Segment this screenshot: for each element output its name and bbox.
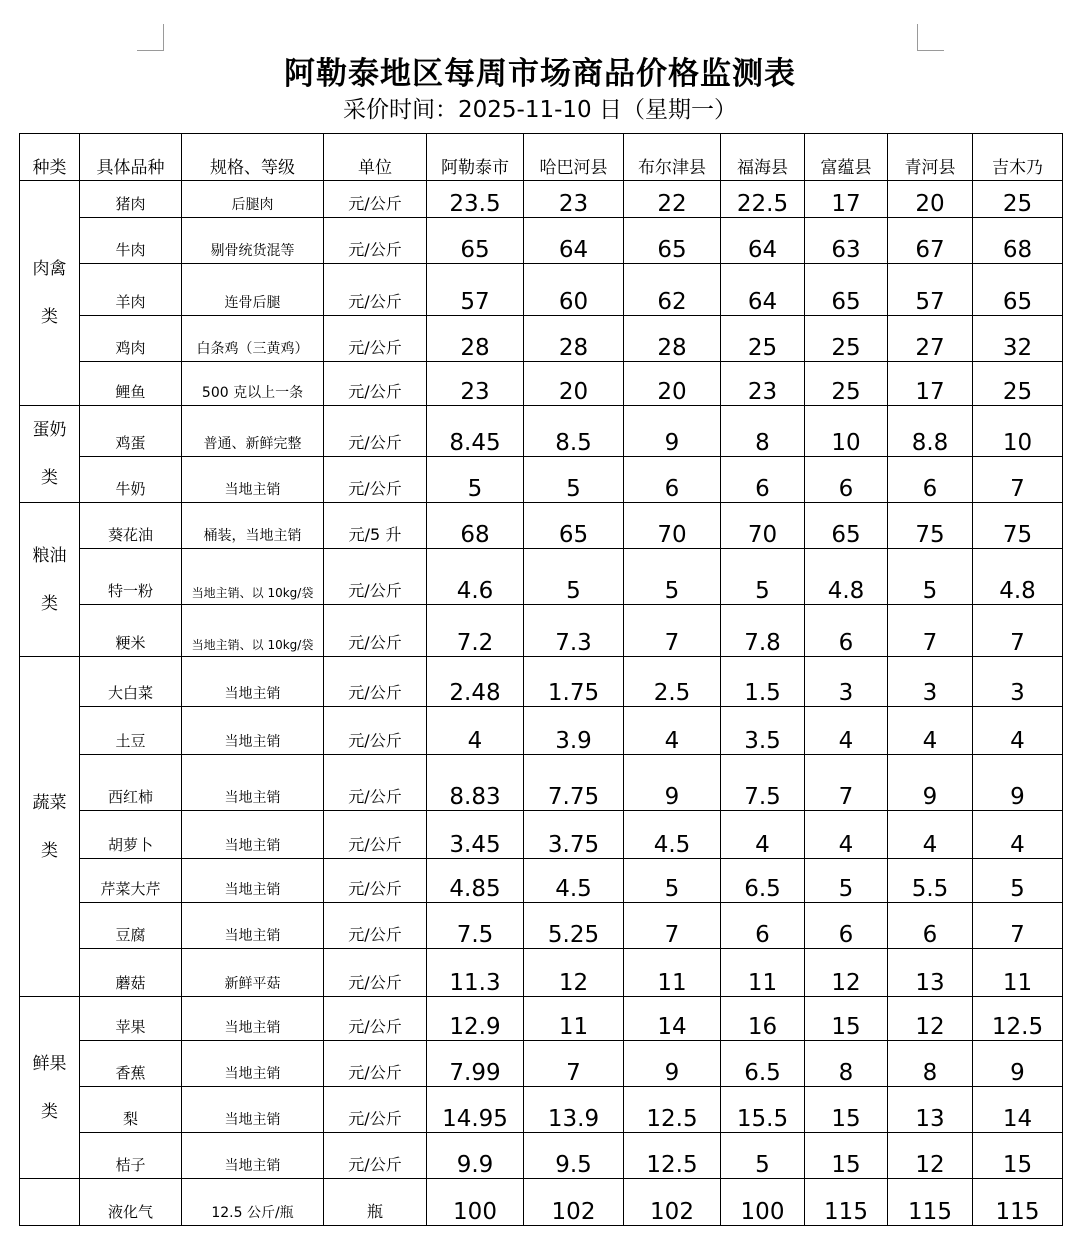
price-value: 3.9 <box>524 707 624 755</box>
price-value: 12.5 <box>624 1133 721 1179</box>
category-cell <box>20 181 80 406</box>
item-name: 鸡肉 <box>80 316 182 362</box>
price-value: 3 <box>973 657 1063 707</box>
category-cell <box>20 406 80 503</box>
price-value: 5 <box>427 457 524 503</box>
price-value: 65 <box>805 503 888 549</box>
price-value: 8.5 <box>524 406 624 457</box>
price-value: 115 <box>805 1179 888 1226</box>
price-value: 17 <box>888 362 973 406</box>
price-value: 4 <box>805 707 888 755</box>
price-value: 11 <box>524 997 624 1041</box>
price-value: 4 <box>805 811 888 859</box>
price-value: 115 <box>973 1179 1063 1226</box>
item-name: 鸡蛋 <box>80 406 182 457</box>
price-value: 12 <box>888 1133 973 1179</box>
item-unit: 元/公斤 <box>324 1133 427 1179</box>
price-value: 5 <box>888 549 973 605</box>
item-spec: 当地主销 <box>182 859 324 903</box>
price-value: 4.5 <box>524 859 624 903</box>
item-name: 桔子 <box>80 1133 182 1179</box>
price-value: 67 <box>888 218 973 264</box>
price-value: 8 <box>805 1041 888 1087</box>
price-value: 4.8 <box>973 549 1063 605</box>
price-value: 10 <box>805 406 888 457</box>
item-name: 芹菜大芹 <box>80 859 182 903</box>
header-row <box>20 134 1063 181</box>
item-unit: 元/公斤 <box>324 605 427 657</box>
price-value: 28 <box>427 316 524 362</box>
price-value: 25 <box>973 181 1063 218</box>
item-spec: 当地主销 <box>182 707 324 755</box>
price-value: 9 <box>624 406 721 457</box>
item-unit: 元/公斤 <box>324 811 427 859</box>
table-row <box>20 406 1063 457</box>
item-name: 特一粉 <box>80 549 182 605</box>
item-spec: 新鲜平菇 <box>182 949 324 997</box>
table-row <box>20 181 1063 218</box>
price-value: 5 <box>721 549 805 605</box>
price-value: 12 <box>805 949 888 997</box>
price-value: 62 <box>624 264 721 316</box>
price-value: 5 <box>524 457 624 503</box>
price-value: 9 <box>624 755 721 811</box>
price-value: 7.5 <box>427 903 524 949</box>
price-value: 27 <box>888 316 973 362</box>
price-value: 20 <box>888 181 973 218</box>
column-header: 布尔津县 <box>624 134 721 181</box>
item-spec: 连骨后腿 <box>182 264 324 316</box>
item-unit: 元/公斤 <box>324 755 427 811</box>
price-value: 6 <box>888 457 973 503</box>
table-row <box>20 811 1063 859</box>
price-value: 8.83 <box>427 755 524 811</box>
item-spec: 普通、新鲜完整 <box>182 406 324 457</box>
column-header: 吉木乃 <box>973 134 1063 181</box>
item-spec: 当地主销 <box>182 1087 324 1133</box>
item-spec: 当地主销、以 10kg/袋 <box>182 549 324 605</box>
price-value: 5 <box>624 859 721 903</box>
item-spec: 当地主销 <box>182 1041 324 1087</box>
price-value: 16 <box>721 997 805 1041</box>
item-unit: 元/公斤 <box>324 264 427 316</box>
price-value: 4.85 <box>427 859 524 903</box>
price-value: 4 <box>888 811 973 859</box>
price-value: 5 <box>805 859 888 903</box>
price-value: 14 <box>973 1087 1063 1133</box>
price-value: 7.5 <box>721 755 805 811</box>
table-row <box>20 997 1063 1041</box>
price-value: 9.9 <box>427 1133 524 1179</box>
price-value: 60 <box>524 264 624 316</box>
price-value: 2.48 <box>427 657 524 707</box>
price-value: 65 <box>524 503 624 549</box>
item-unit: 元/公斤 <box>324 859 427 903</box>
table-row <box>20 264 1063 316</box>
item-spec: 当地主销 <box>182 755 324 811</box>
item-unit: 元/公斤 <box>324 316 427 362</box>
price-value: 9.5 <box>524 1133 624 1179</box>
price-value: 102 <box>524 1179 624 1226</box>
table-row <box>20 657 1063 707</box>
category-label-line1: 肉禽 <box>32 259 67 279</box>
price-value: 25 <box>805 316 888 362</box>
price-value: 3 <box>805 657 888 707</box>
table-row <box>20 549 1063 605</box>
price-value: 8.8 <box>888 406 973 457</box>
price-value: 70 <box>624 503 721 549</box>
price-value: 100 <box>427 1179 524 1226</box>
price-value: 11 <box>973 949 1063 997</box>
price-value: 20 <box>524 362 624 406</box>
price-value: 7 <box>624 605 721 657</box>
price-value: 3.75 <box>524 811 624 859</box>
table-row <box>20 707 1063 755</box>
price-value: 4 <box>721 811 805 859</box>
price-value: 7 <box>524 1041 624 1087</box>
price-value: 12.9 <box>427 997 524 1041</box>
column-header: 阿勒泰市 <box>427 134 524 181</box>
table-row <box>20 1179 1063 1226</box>
price-value: 32 <box>973 316 1063 362</box>
price-value: 7 <box>973 457 1063 503</box>
price-value: 25 <box>973 362 1063 406</box>
category-label-line2: 类 <box>41 840 58 861</box>
price-value: 6 <box>721 457 805 503</box>
price-value: 6 <box>805 605 888 657</box>
price-value: 7.3 <box>524 605 624 657</box>
price-value: 28 <box>524 316 624 362</box>
item-spec: 500 克以上一条 <box>182 362 324 406</box>
category-label-line1: 蛋奶 <box>32 420 67 440</box>
price-value: 11.3 <box>427 949 524 997</box>
price-value: 9 <box>973 755 1063 811</box>
price-value: 1.75 <box>524 657 624 707</box>
category-cell <box>20 657 80 997</box>
price-value: 5 <box>624 549 721 605</box>
item-unit: 元/公斤 <box>324 997 427 1041</box>
table-row <box>20 903 1063 949</box>
price-value: 65 <box>427 218 524 264</box>
price-value: 8 <box>888 1041 973 1087</box>
price-value: 15 <box>805 997 888 1041</box>
price-value: 23.5 <box>427 181 524 218</box>
price-value: 63 <box>805 218 888 264</box>
price-value: 70 <box>721 503 805 549</box>
item-name: 大白菜 <box>80 657 182 707</box>
table-row <box>20 949 1063 997</box>
price-value: 5 <box>973 859 1063 903</box>
price-value: 6 <box>721 903 805 949</box>
table-row <box>20 859 1063 903</box>
table-body <box>20 181 1063 1226</box>
item-name: 葵花油 <box>80 503 182 549</box>
price-value: 3.45 <box>427 811 524 859</box>
table-row <box>20 316 1063 362</box>
price-value: 4 <box>973 707 1063 755</box>
price-value: 23 <box>524 181 624 218</box>
price-value: 15 <box>805 1087 888 1133</box>
item-unit: 元/公斤 <box>324 218 427 264</box>
item-name: 梨 <box>80 1087 182 1133</box>
price-value: 11 <box>624 949 721 997</box>
price-value: 13.9 <box>524 1087 624 1133</box>
item-unit: 元/公斤 <box>324 406 427 457</box>
item-unit: 元/5 升 <box>324 503 427 549</box>
price-value: 65 <box>973 264 1063 316</box>
item-unit: 元/公斤 <box>324 1087 427 1133</box>
price-value: 6 <box>624 457 721 503</box>
price-value: 7 <box>624 903 721 949</box>
price-value: 12.5 <box>624 1087 721 1133</box>
category-cell <box>20 503 80 657</box>
item-name: 牛奶 <box>80 457 182 503</box>
price-value: 8.45 <box>427 406 524 457</box>
price-value: 64 <box>721 218 805 264</box>
price-value: 2.5 <box>624 657 721 707</box>
price-value: 4 <box>888 707 973 755</box>
price-value: 7.2 <box>427 605 524 657</box>
item-name: 土豆 <box>80 707 182 755</box>
price-value: 12 <box>524 949 624 997</box>
price-value: 4.5 <box>624 811 721 859</box>
item-spec: 白条鸡（三黄鸡） <box>182 316 324 362</box>
price-value: 5.25 <box>524 903 624 949</box>
item-spec: 剔骨统货混等 <box>182 218 324 264</box>
price-value: 64 <box>524 218 624 264</box>
price-value: 5 <box>524 549 624 605</box>
table-row <box>20 457 1063 503</box>
page-corner-mark-right <box>917 24 944 51</box>
price-value: 22.5 <box>721 181 805 218</box>
item-unit: 元/公斤 <box>324 949 427 997</box>
item-name: 豆腐 <box>80 903 182 949</box>
price-value: 12 <box>888 997 973 1041</box>
price-value: 68 <box>973 218 1063 264</box>
page-title: 阿勒泰地区每周市场商品价格监测表 <box>284 56 796 92</box>
column-header: 富蕴县 <box>805 134 888 181</box>
price-value: 6 <box>805 903 888 949</box>
price-value: 9 <box>973 1041 1063 1087</box>
item-spec: 当地主销 <box>182 657 324 707</box>
price-value: 4.6 <box>427 549 524 605</box>
price-value: 6 <box>888 903 973 949</box>
price-value: 28 <box>624 316 721 362</box>
price-value: 4 <box>427 707 524 755</box>
price-value: 12.5 <box>973 997 1063 1041</box>
item-name: 香蕉 <box>80 1041 182 1087</box>
price-value: 20 <box>624 362 721 406</box>
price-value: 6.5 <box>721 1041 805 1087</box>
item-spec: 12.5 公斤/瓶 <box>182 1179 324 1226</box>
price-value: 10 <box>973 406 1063 457</box>
item-name: 羊肉 <box>80 264 182 316</box>
price-value: 9 <box>888 755 973 811</box>
item-name: 胡萝卜 <box>80 811 182 859</box>
price-value: 64 <box>721 264 805 316</box>
price-value: 4 <box>624 707 721 755</box>
item-spec: 后腿肉 <box>182 181 324 218</box>
table-row <box>20 1087 1063 1133</box>
column-header: 福海县 <box>721 134 805 181</box>
item-unit: 元/公斤 <box>324 657 427 707</box>
item-name: 猪肉 <box>80 181 182 218</box>
price-value: 9 <box>624 1041 721 1087</box>
table-row <box>20 362 1063 406</box>
price-value: 23 <box>721 362 805 406</box>
category-cell <box>20 997 80 1179</box>
category-label-line2: 类 <box>41 468 58 488</box>
column-header: 规格、等级 <box>182 134 324 181</box>
item-unit: 元/公斤 <box>324 362 427 406</box>
item-unit: 瓶 <box>324 1179 427 1226</box>
table-row <box>20 1133 1063 1179</box>
price-value: 14 <box>624 997 721 1041</box>
price-value: 14.95 <box>427 1087 524 1133</box>
table-row <box>20 503 1063 549</box>
price-value: 65 <box>624 218 721 264</box>
table-row <box>20 755 1063 811</box>
price-value: 8 <box>721 406 805 457</box>
category-label-line2: 类 <box>41 593 58 614</box>
category-label-line1: 鲜果 <box>32 1053 67 1074</box>
price-value: 25 <box>721 316 805 362</box>
price-value: 7 <box>805 755 888 811</box>
item-name: 液化气 <box>80 1179 182 1226</box>
price-value: 102 <box>624 1179 721 1226</box>
price-value: 75 <box>973 503 1063 549</box>
item-spec: 当地主销 <box>182 811 324 859</box>
price-table <box>19 133 1063 1226</box>
price-value: 65 <box>805 264 888 316</box>
item-unit: 元/公斤 <box>324 903 427 949</box>
category-label-line1: 蔬菜 <box>32 792 67 813</box>
item-name: 牛肉 <box>80 218 182 264</box>
item-spec: 当地主销 <box>182 997 324 1041</box>
price-value: 13 <box>888 1087 973 1133</box>
price-value: 5 <box>721 1133 805 1179</box>
item-name: 鲤鱼 <box>80 362 182 406</box>
page-corner-mark-left <box>137 24 164 51</box>
item-unit: 元/公斤 <box>324 549 427 605</box>
price-value: 17 <box>805 181 888 218</box>
column-header: 青河县 <box>888 134 973 181</box>
price-value: 6 <box>805 457 888 503</box>
price-value: 1.5 <box>721 657 805 707</box>
item-spec: 当地主销 <box>182 1133 324 1179</box>
table-row <box>20 605 1063 657</box>
page-subtitle: 采价时间：2025-11-10 日（星期一） <box>343 97 737 123</box>
item-spec: 桶装，当地主销 <box>182 503 324 549</box>
price-value: 11 <box>721 949 805 997</box>
item-unit: 元/公斤 <box>324 1041 427 1087</box>
table-row <box>20 218 1063 264</box>
item-spec: 当地主销、以 10kg/袋 <box>182 605 324 657</box>
column-header: 具体品种 <box>80 134 182 181</box>
column-header: 哈巴河县 <box>524 134 624 181</box>
price-value: 13 <box>888 949 973 997</box>
category-cell <box>20 1179 80 1226</box>
price-value: 22 <box>624 181 721 218</box>
price-value: 3 <box>888 657 973 707</box>
item-unit: 元/公斤 <box>324 457 427 503</box>
item-unit: 元/公斤 <box>324 181 427 218</box>
column-header: 单位 <box>324 134 427 181</box>
price-value: 15.5 <box>721 1087 805 1133</box>
price-value: 68 <box>427 503 524 549</box>
price-value: 4.8 <box>805 549 888 605</box>
price-value: 6.5 <box>721 859 805 903</box>
column-header: 种类 <box>20 134 80 181</box>
price-value: 7 <box>973 605 1063 657</box>
price-value: 7 <box>973 903 1063 949</box>
price-value: 115 <box>888 1179 973 1226</box>
price-value: 7 <box>888 605 973 657</box>
item-name: 蘑菇 <box>80 949 182 997</box>
category-label-line2: 类 <box>41 1101 58 1122</box>
price-value: 7.8 <box>721 605 805 657</box>
price-value: 7.99 <box>427 1041 524 1087</box>
item-name: 苹果 <box>80 997 182 1041</box>
category-label-line1: 粮油 <box>32 545 67 566</box>
item-spec: 当地主销 <box>182 457 324 503</box>
item-name: 粳米 <box>80 605 182 657</box>
price-value: 7.75 <box>524 755 624 811</box>
item-name: 西红柿 <box>80 755 182 811</box>
item-spec: 当地主销 <box>182 903 324 949</box>
price-value: 25 <box>805 362 888 406</box>
price-value: 57 <box>888 264 973 316</box>
category-label-line2: 类 <box>41 307 58 327</box>
table-row <box>20 1041 1063 1087</box>
price-value: 57 <box>427 264 524 316</box>
price-value: 23 <box>427 362 524 406</box>
price-value: 4 <box>973 811 1063 859</box>
price-value: 15 <box>973 1133 1063 1179</box>
price-value: 75 <box>888 503 973 549</box>
price-value: 5.5 <box>888 859 973 903</box>
item-unit: 元/公斤 <box>324 707 427 755</box>
price-value: 3.5 <box>721 707 805 755</box>
price-value: 100 <box>721 1179 805 1226</box>
price-value: 15 <box>805 1133 888 1179</box>
